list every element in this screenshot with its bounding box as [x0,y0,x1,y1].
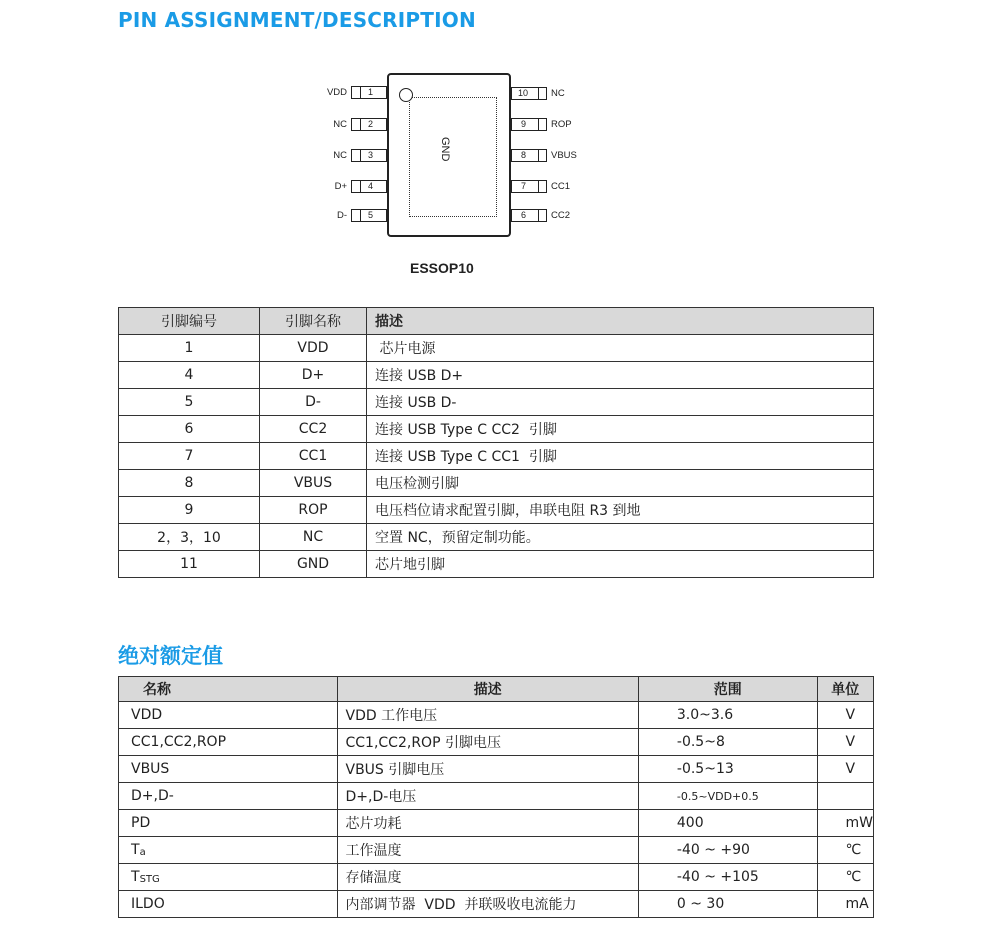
rating-name-cell [119,810,338,837]
pin-number-cell: 8 [119,470,260,497]
pin-desc-cell: 连接 USB Type C CC1 引脚 [367,443,874,470]
table-row [119,810,874,837]
pin-description-table [118,307,874,578]
pin-name-cell: ROP [260,497,367,524]
rating-name: VBUS [131,761,170,777]
left-pin [351,149,387,162]
rating-desc-cell: 存储温度 [337,864,638,891]
rating-name-cell [119,783,338,810]
rating-unit-cell: ℃ [817,837,873,864]
pin-name-cell: CC2 [260,416,367,443]
section-title-absolute-ratings: 绝对额定值 [118,644,223,668]
pin-number-cell: 4 [119,362,260,389]
rating-unit-cell: V [817,702,873,729]
pin-number-cell: 1 [119,335,260,362]
rating-name: T [131,842,140,858]
rating-desc-cell: CC1,CC2,ROP 引脚电压 [337,729,638,756]
left-pin-number: 3 [368,150,374,160]
pin-number-cell: 5 [119,389,260,416]
left-pin [351,180,387,193]
left-pin-number: 5 [368,210,374,220]
table-row [119,443,874,470]
rating-range-cell: -40 ~ +105 [638,864,817,891]
left-pin-name: D- [336,210,347,221]
exposed-pad [409,97,497,217]
pad-label: GND [439,137,451,162]
rating-range-cell: 400 [638,810,817,837]
section-title-pin-assignment: PIN ASSIGNMENT/DESCRIPTION [118,8,476,32]
rating-name: ILDO [131,896,165,912]
pin-desc-cell: 空置 NC，预留定制功能。 [367,524,874,551]
pin-name-cell: NC [260,524,367,551]
left-pin-name: NC [333,119,347,130]
rating-desc-cell: 内部调节器 VDD 并联吸收电流能力 [337,891,638,918]
left-pin-name: D+ [334,181,347,192]
rating-name: CC1,CC2,ROP [131,734,227,750]
rating-name-subscript: a [139,847,146,858]
right-pin-number: 6 [521,210,527,220]
right-pin-name: NC [551,88,565,99]
rating-name-cell [119,756,338,783]
table-row [119,524,874,551]
rating-unit-cell [817,783,873,810]
right-pin-number: 10 [518,88,529,98]
left-pin-name: VDD [326,87,347,98]
left-pin-name: NC [333,150,347,161]
table-row [119,837,874,864]
right-pin-number: 8 [521,150,527,160]
pin-desc-cell: 芯片地引脚 [367,551,874,578]
pin-desc-cell: 连接 USB Type C CC2 引脚 [367,416,874,443]
package-body [387,73,511,237]
rating-name-subscript: STG [139,874,160,885]
right-pin [511,180,547,193]
absolute-ratings-table [118,676,874,918]
rating-name: D+,D- [131,788,174,804]
rating-range-cell: 3.0~3.6 [638,702,817,729]
column-header: 引脚名称 [260,308,367,335]
rating-range-cell: -0.5~8 [638,729,817,756]
right-pin [511,87,547,100]
left-pin [351,86,387,99]
pin-desc-cell: 连接 USB D+ [367,362,874,389]
column-header: 描述 [367,308,874,335]
table-header-row [119,308,874,335]
right-pin-name: VBUS [551,150,577,161]
left-pin [351,118,387,131]
rating-name-cell [119,729,338,756]
rating-name-cell [119,864,338,891]
table-row [119,702,874,729]
table-row [119,335,874,362]
table-row [119,864,874,891]
rating-unit-cell: mW [817,810,873,837]
package-diagram [320,70,590,240]
column-header: 范围 [638,677,817,702]
column-header: 描述 [337,677,638,702]
pin-number-cell: 6 [119,416,260,443]
rating-desc-cell: 芯片功耗 [337,810,638,837]
table-header-row [119,677,874,702]
table-row [119,729,874,756]
pin-name-cell: GND [260,551,367,578]
rating-range-cell: -0.5~13 [638,756,817,783]
rating-unit-cell: ℃ [817,864,873,891]
pin-number-cell: 7 [119,443,260,470]
rating-name-cell [119,891,338,918]
pin-desc-cell: 连接 USB D- [367,389,874,416]
pin-name-cell: D+ [260,362,367,389]
rating-range-cell: 0 ~ 30 [638,891,817,918]
rating-desc-cell: VBUS 引脚电压 [337,756,638,783]
left-pin-number: 1 [368,87,374,97]
right-pin-name: CC2 [551,210,571,221]
pin-number-cell: 11 [119,551,260,578]
table-row [119,362,874,389]
right-pin [511,118,547,131]
table-row [119,416,874,443]
right-pin [511,209,547,222]
pin-desc-cell: 电压档位请求配置引脚，串联电阻 R3 到地 [367,497,874,524]
pin-desc-cell: 电压检测引脚 [367,470,874,497]
right-pin [511,149,547,162]
pin-name-cell: VDD [260,335,367,362]
pin1-marker-icon [399,88,413,102]
rating-name: VDD [131,707,163,723]
rating-name: T [131,869,140,885]
rating-unit-cell: V [817,729,873,756]
column-header: 名称 [119,677,338,702]
table-row [119,389,874,416]
rating-range-cell: -0.5~VDD+0.5 [638,783,817,810]
column-header: 单位 [817,677,873,702]
rating-name: PD [131,815,151,831]
rating-desc-cell: D+,D-电压 [337,783,638,810]
right-pin-name: CC1 [551,181,571,192]
rating-name-cell [119,702,338,729]
pin-name-cell: D- [260,389,367,416]
pin-number-cell: 2，3，10 [119,524,260,551]
pin-name-cell: CC1 [260,443,367,470]
table-row [119,497,874,524]
table-row [119,783,874,810]
table-row [119,551,874,578]
pin-name-cell: VBUS [260,470,367,497]
package-name: ESSOP10 [410,260,474,276]
pin-desc-cell: 芯片电源 [367,335,874,362]
rating-range-cell: -40 ~ +90 [638,837,817,864]
rating-desc-cell: VDD 工作电压 [337,702,638,729]
table-row [119,470,874,497]
pin-number-cell: 9 [119,497,260,524]
left-pin-number: 4 [368,181,374,191]
table-row [119,756,874,783]
right-pin-number: 9 [521,119,527,129]
rating-unit-cell: V [817,756,873,783]
rating-name-cell [119,837,338,864]
table-row [119,891,874,918]
rating-unit-cell: mA [817,891,873,918]
right-pin-name: ROP [551,119,572,130]
left-pin [351,209,387,222]
rating-desc-cell: 工作温度 [337,837,638,864]
left-pin-number: 2 [368,119,374,129]
right-pin-number: 7 [521,181,527,191]
column-header: 引脚编号 [119,308,260,335]
